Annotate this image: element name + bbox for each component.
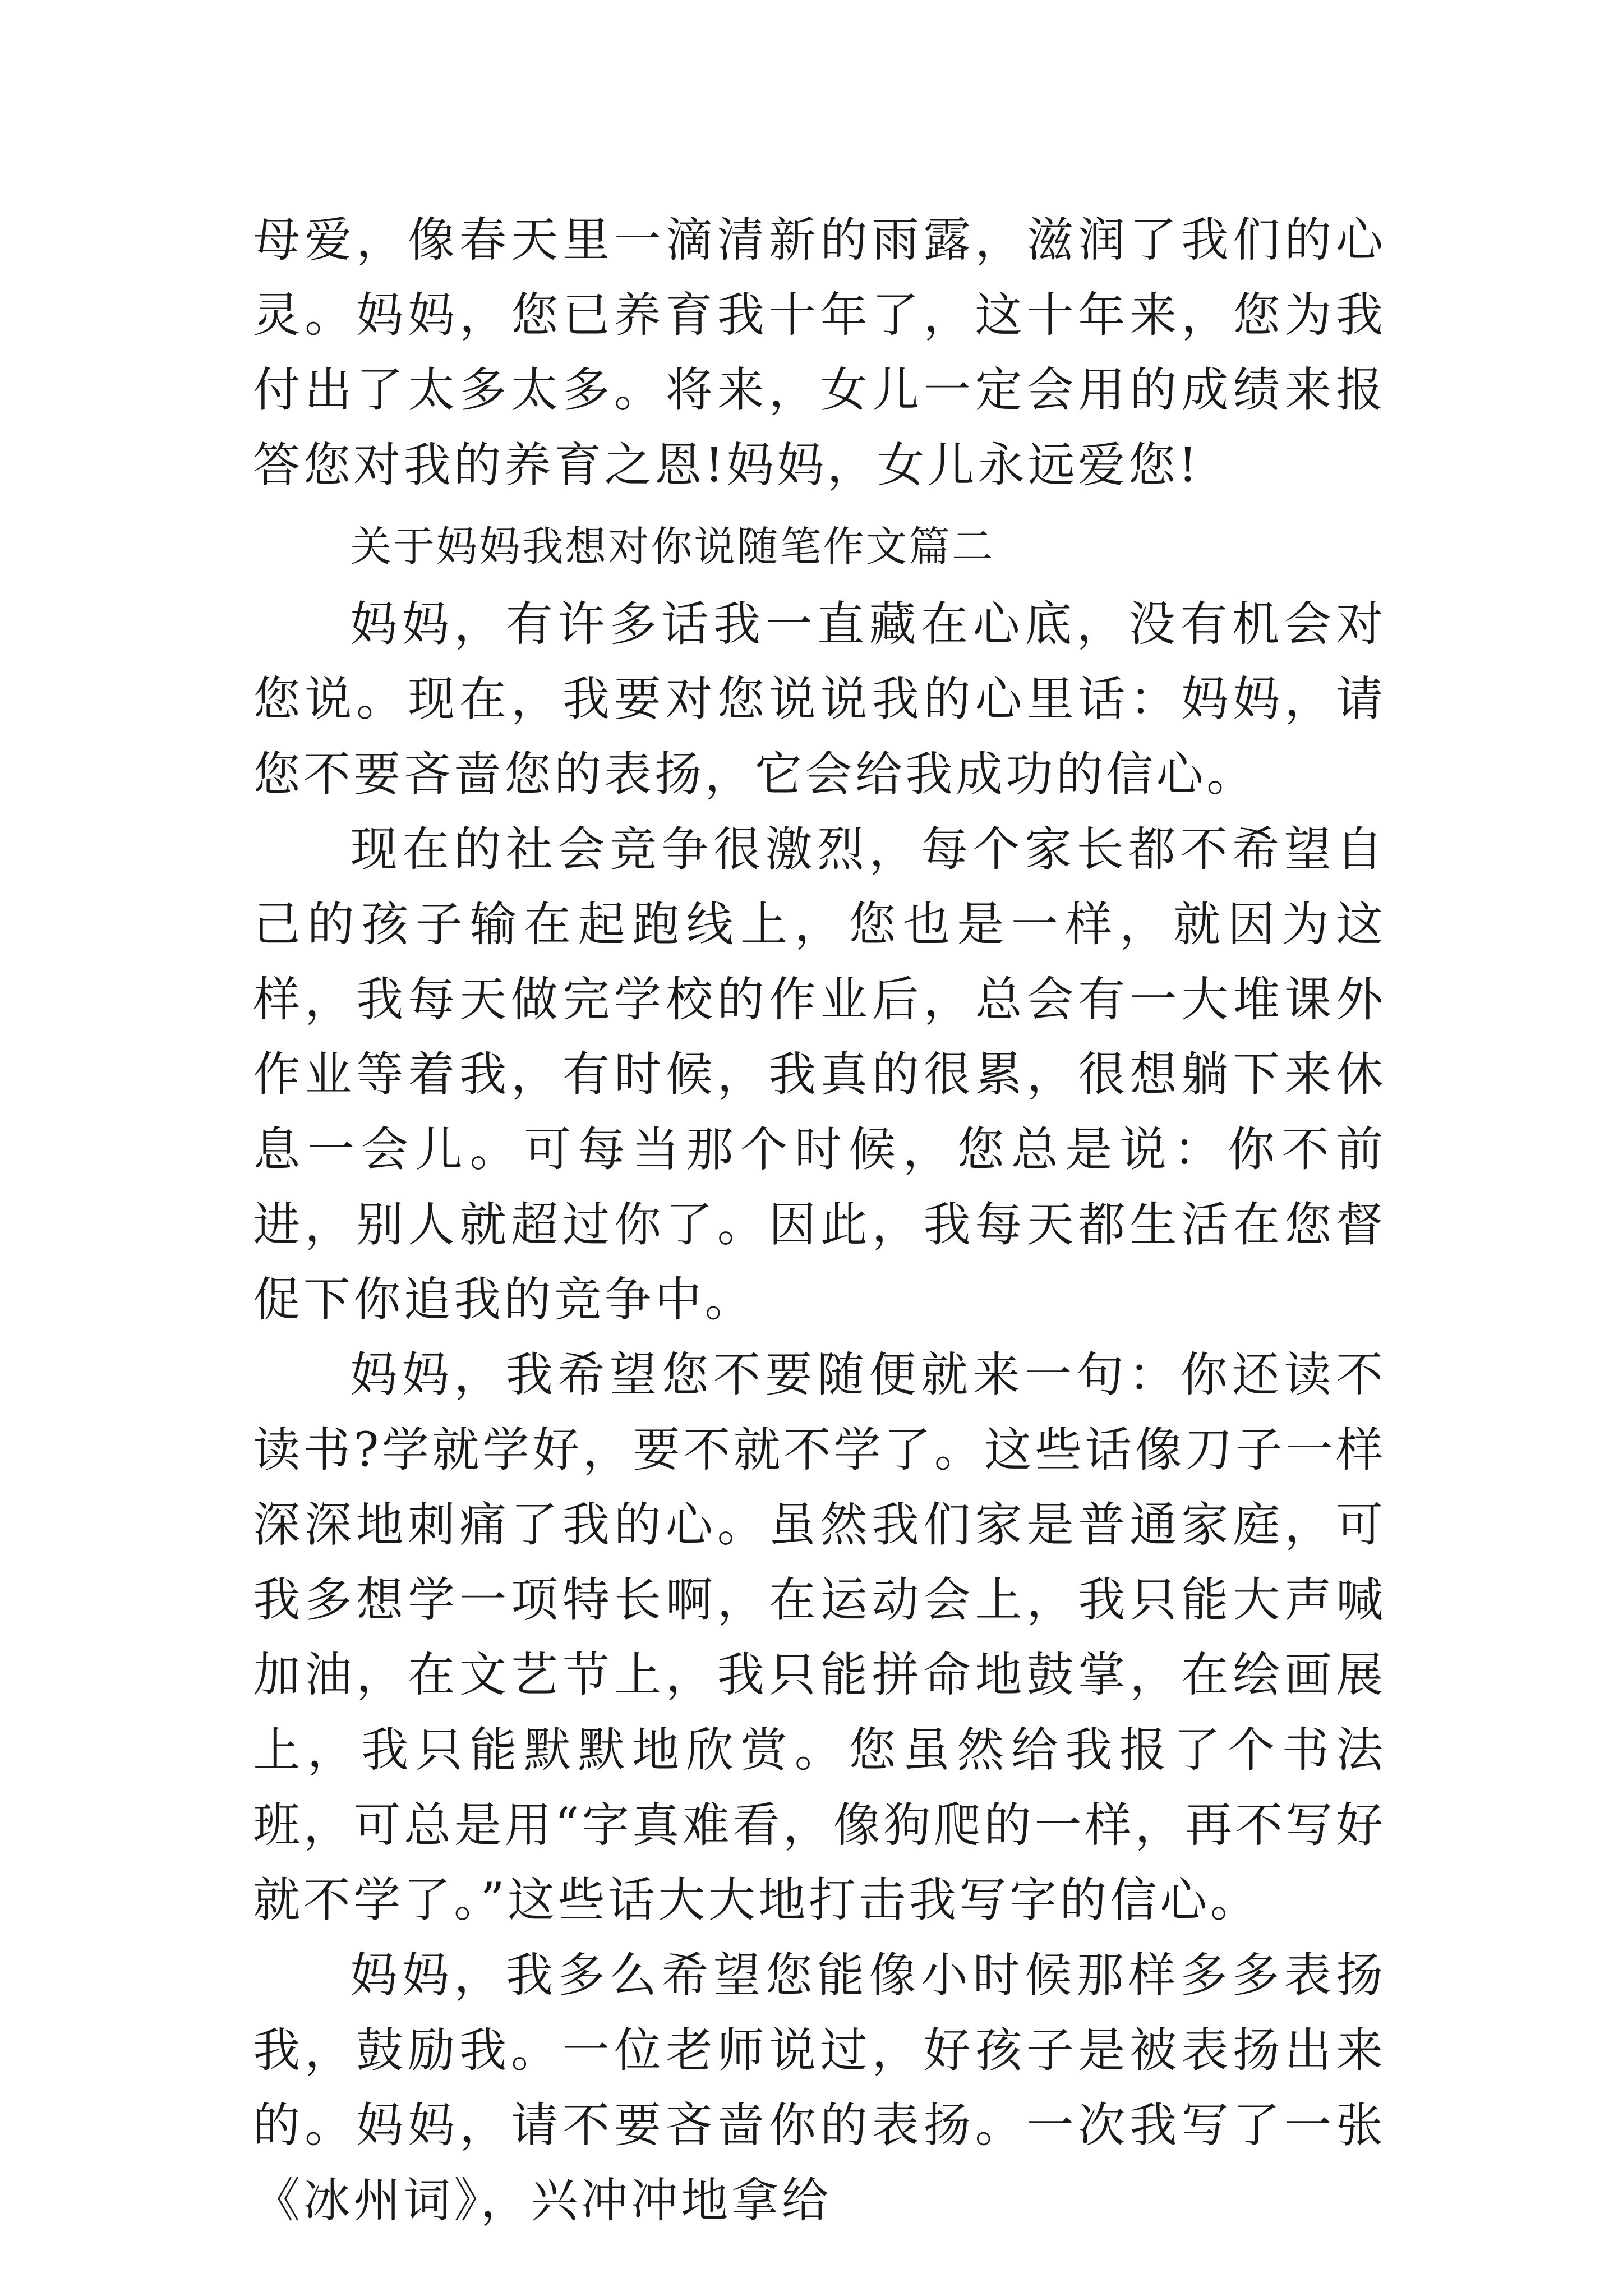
document-body (253, 203, 1386, 2239)
paragraph: 妈妈，有许多话我一直藏在心底，没有机会对您说。现在，我要对您说说我的心里话：妈妈，请您不要吝啬您的表扬，它会给我成功的信心。 (253, 596, 1386, 802)
paragraph: 妈妈，我希望您不要随便就来一句：你还读不读书?学就学好，要不就不学了。这些话像刀子一样深深地刺痛了我的心。虽然我们家是普通家庭，可我多想学一项特长啊，在运动会上，我只能大声喊加油，在文艺节上，我只能拼命地鼓掌，在绘画展上，我只能默默地欣赏。您虽然给我报了个书法班，可总是用“字真难看，像狗爬的一样，再不写好就不学了。”这些话大大地打击我写字的信心。 (253, 1346, 1386, 1929)
paragraph: 现在的社会竞争很激烈，每个家长都不希望自己的孩子输在起跑线上，您也是一样，就因为这样，我每天做完学校的作业后，总会有一大堆课外作业等着我，有时候，我真的很累，很想躺下来休息一会儿。可每当那个时候，您总是说：你不前进，别人就超过你了。因此，我每天都生活在您督促下你追我的竞争中。 (253, 821, 1386, 1328)
section-heading: 关于妈妈我想对你说随笔作文篇二 (350, 522, 995, 572)
paragraph-intro: 母爱，像春天里一滴清新的雨露，滋润了我们的心灵。妈妈，您已养育我十年了，这十年来，您为我付出了太多太多。将来，女儿一定会用的成绩来报答您对我的养育之恩!妈妈，女儿永远爱您! (253, 211, 1386, 493)
paragraph: 妈妈，我多么希望您能像小时候那样多多表扬我，鼓励我。一位老师说过，好孩子是被表扬出来的。妈妈，请不要吝啬你的表扬。一次我写了一张《冰州词》，兴冲冲地拿给 (253, 1947, 1386, 2229)
